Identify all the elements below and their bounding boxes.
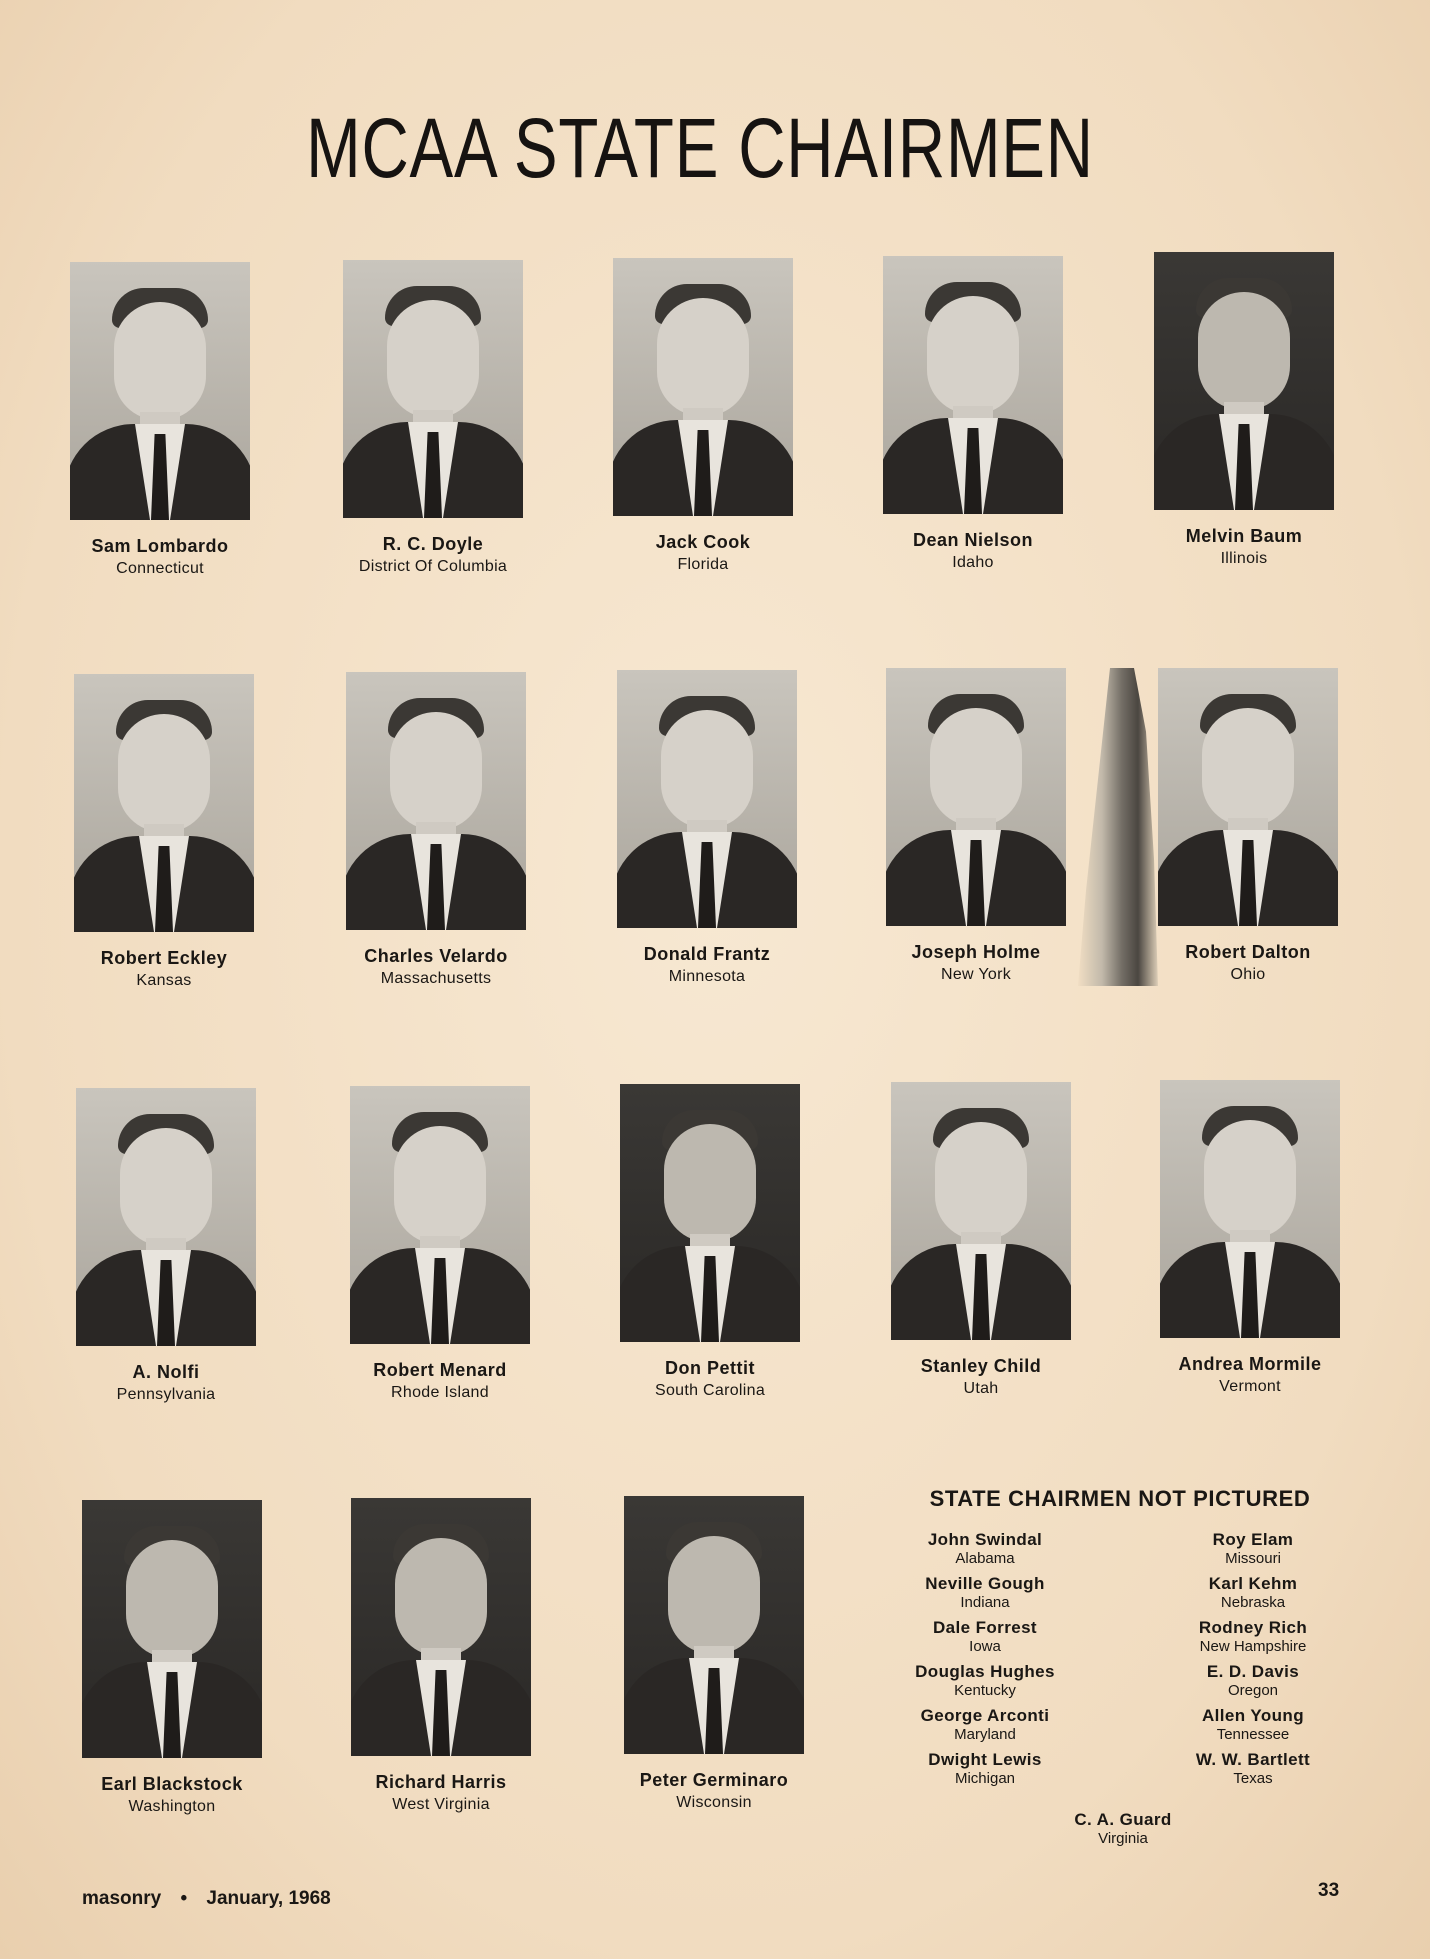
portrait-photo <box>351 1498 531 1756</box>
chairman-name: Don Pettit <box>665 1358 755 1378</box>
np-name: Douglas Hughes <box>915 1662 1055 1681</box>
np-state: Michigan <box>954 1770 1016 1787</box>
not-pictured-item <box>880 1530 1090 1567</box>
portrait-photo <box>346 672 526 930</box>
portrait-photo <box>1160 1080 1340 1338</box>
chairman-state: Vermont <box>1219 1378 1281 1395</box>
np-name: Neville Gough <box>925 1574 1045 1593</box>
chairman-state: Wisconsin <box>676 1794 752 1811</box>
portrait-photo <box>886 668 1066 926</box>
chairman-state: District Of Columbia <box>358 558 508 575</box>
chairman-card <box>846 668 1106 984</box>
chairman-card <box>843 256 1103 572</box>
chairman-name: Peter Germinaro <box>639 1770 789 1790</box>
chairman-card <box>1118 668 1378 984</box>
np-state: Texas <box>1233 1770 1273 1787</box>
chairman-card <box>1120 1080 1380 1396</box>
chairman-card <box>36 1088 296 1404</box>
chairman-card <box>584 1496 844 1812</box>
np-name: John Swindal <box>927 1530 1043 1549</box>
portrait-photo <box>76 1088 256 1346</box>
chairman-name: Robert Menard <box>373 1360 507 1380</box>
np-name: Dale Forrest <box>932 1618 1037 1637</box>
not-pictured-item <box>1148 1618 1358 1655</box>
chairman-name: Robert Dalton <box>1185 942 1311 962</box>
chairman-card <box>34 674 294 990</box>
np-state: Maryland <box>954 1726 1016 1743</box>
chairman-name: R. C. Doyle <box>382 534 484 554</box>
portrait-photo <box>617 670 797 928</box>
chairman-card <box>310 1086 570 1402</box>
not-pictured-item <box>880 1574 1090 1611</box>
chairman-name: Earl Blackstock <box>101 1774 243 1794</box>
np-name: Rodney Rich <box>1198 1618 1308 1637</box>
chairman-state: South Carolina <box>654 1382 766 1399</box>
portrait-photo <box>613 258 793 516</box>
not-pictured-item <box>1148 1662 1358 1699</box>
not-pictured-item <box>1018 1810 1228 1847</box>
chairman-state: Rhode Island <box>391 1384 489 1401</box>
portrait-photo <box>620 1084 800 1342</box>
chairman-state: Idaho <box>952 554 994 571</box>
chairman-state: Pennsylvania <box>116 1386 216 1403</box>
chairman-name: Stanley Child <box>920 1356 1042 1376</box>
chairman-name: Donald Frantz <box>643 944 771 964</box>
chairman-card <box>577 670 837 986</box>
chairman-name: Robert Eckley <box>100 948 228 968</box>
page-title: MCAA STATE CHAIRMEN <box>306 101 1094 195</box>
chairman-state: Utah <box>963 1380 999 1397</box>
chairman-card <box>1114 252 1374 568</box>
chairman-card <box>303 260 563 576</box>
portrait-photo <box>74 674 254 932</box>
portrait-photo <box>1154 252 1334 510</box>
portrait-photo <box>1158 668 1338 926</box>
chairman-name: Jack Cook <box>655 532 751 552</box>
portrait-photo <box>624 1496 804 1754</box>
chairman-state: Florida <box>677 556 729 573</box>
chairman-name: Melvin Baum <box>1185 526 1303 546</box>
not-pictured-item <box>880 1618 1090 1655</box>
portrait-photo <box>70 262 250 520</box>
np-state: Virginia <box>1098 1830 1148 1847</box>
np-name: Allen Young <box>1202 1706 1304 1725</box>
publication-name: masonry <box>82 1888 162 1909</box>
chairman-card <box>311 1498 571 1814</box>
np-state: Alabama <box>955 1550 1015 1567</box>
chairman-name: Dean Nielson <box>912 530 1034 550</box>
np-state: Iowa <box>969 1638 1001 1655</box>
footer-publication-line <box>82 1888 331 1910</box>
not-pictured-left-column <box>880 1530 1090 1794</box>
chairman-name: Charles Velardo <box>364 946 508 966</box>
np-state: Missouri <box>1225 1550 1281 1567</box>
footer-bullet: • <box>180 1888 188 1909</box>
not-pictured-item <box>880 1706 1090 1743</box>
portrait-photo <box>883 256 1063 514</box>
not-pictured-item <box>880 1662 1090 1699</box>
not-pictured-heading: STATE CHAIRMEN NOT PICTURED <box>929 1486 1311 1511</box>
not-pictured-item <box>1148 1706 1358 1743</box>
not-pictured-item <box>1148 1530 1358 1567</box>
chairman-state: New York <box>941 966 1011 983</box>
portrait-photo <box>350 1086 530 1344</box>
chairman-state: Illinois <box>1220 550 1268 567</box>
chairman-state: Washington <box>128 1798 216 1815</box>
not-pictured-item <box>880 1750 1090 1787</box>
chairman-card <box>306 672 566 988</box>
np-name: Dwight Lewis <box>928 1750 1042 1769</box>
chairman-card <box>851 1082 1111 1398</box>
np-state: New Hampshire <box>1199 1638 1307 1655</box>
chairman-card <box>580 1084 840 1400</box>
np-state: Indiana <box>960 1594 1010 1611</box>
np-state: Tennessee <box>1216 1726 1290 1743</box>
chairman-name: A. Nolfi <box>132 1362 200 1382</box>
np-name: E. D. Davis <box>1206 1662 1300 1681</box>
chairman-card <box>573 258 833 574</box>
np-name: Roy Elam <box>1212 1530 1294 1549</box>
np-name: Karl Kehm <box>1208 1574 1298 1593</box>
chairman-state: Massachusetts <box>380 970 492 987</box>
not-pictured-item <box>1148 1750 1358 1787</box>
np-name: C. A. Guard <box>1074 1810 1172 1829</box>
np-state: Oregon <box>1227 1682 1279 1699</box>
chairman-name: Andrea Mormile <box>1178 1354 1322 1374</box>
np-state: Nebraska <box>1220 1594 1286 1611</box>
chairman-name: Sam Lombardo <box>91 536 229 556</box>
chairman-state: West Virginia <box>392 1796 490 1813</box>
chairman-state: Minnesota <box>668 968 746 985</box>
not-pictured-right-column <box>1148 1530 1358 1794</box>
issue-date: January, 1968 <box>206 1888 331 1909</box>
np-name: George Arconti <box>920 1706 1050 1725</box>
portrait-photo <box>343 260 523 518</box>
chairman-state: Ohio <box>1230 966 1266 983</box>
chairman-name: Joseph Holme <box>911 942 1041 962</box>
np-name: W. W. Bartlett <box>1195 1750 1311 1769</box>
np-state: Kentucky <box>954 1682 1016 1699</box>
chairman-card <box>42 1500 302 1816</box>
chairman-card <box>30 262 290 578</box>
page-number: 33 <box>1318 1880 1340 1901</box>
chairman-state: Connecticut <box>116 560 204 577</box>
not-pictured-item <box>1148 1574 1358 1611</box>
chairman-state: Kansas <box>136 972 192 989</box>
portrait-photo <box>891 1082 1071 1340</box>
portrait-photo <box>82 1500 262 1758</box>
chairman-name: Richard Harris <box>375 1772 507 1792</box>
